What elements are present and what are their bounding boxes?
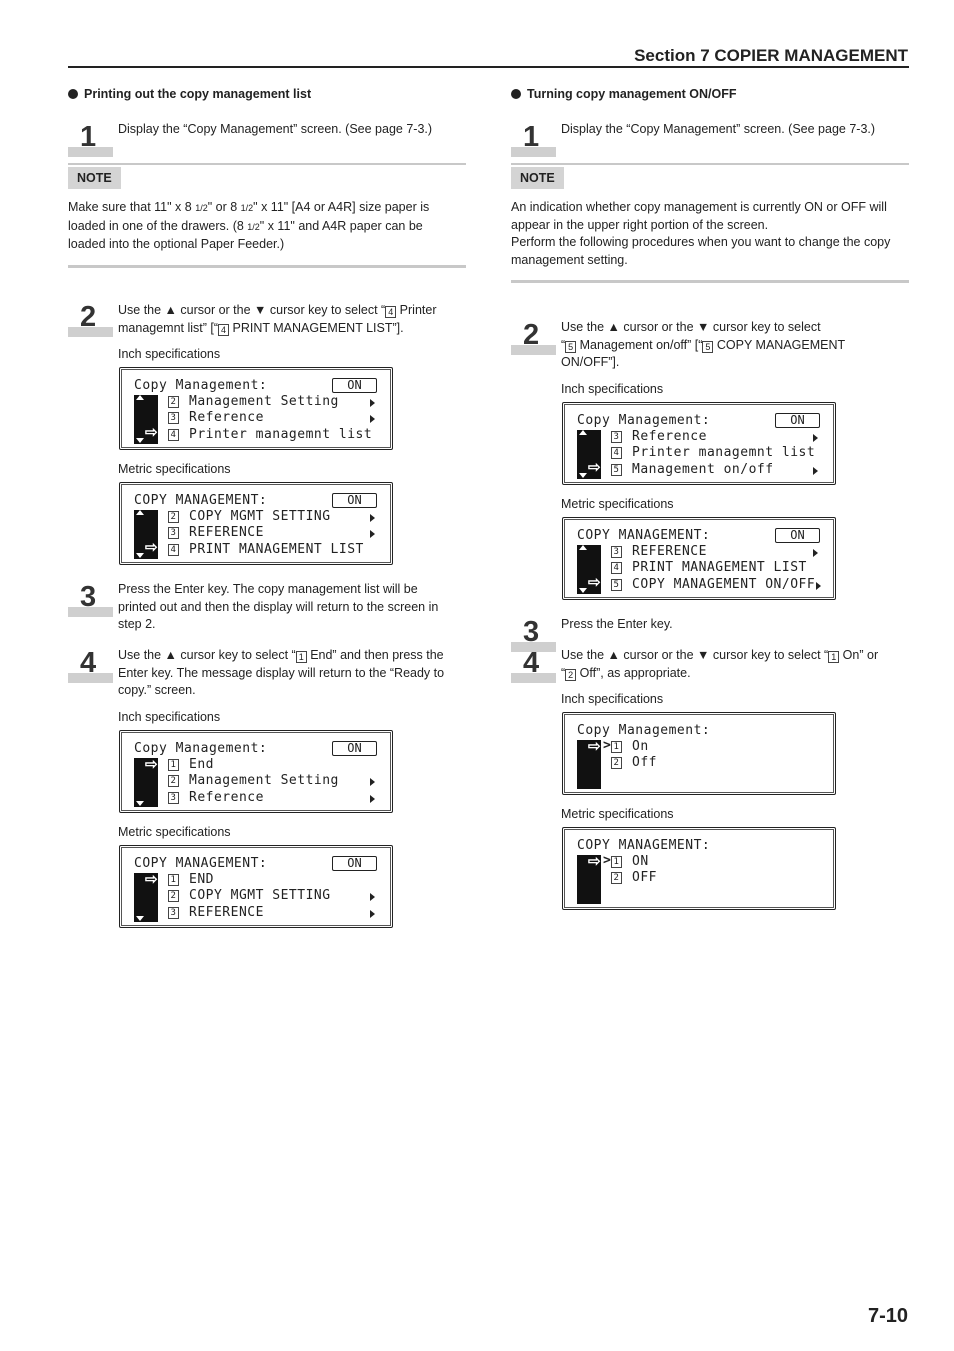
right-heading-text: Turning copy management ON/OFF [527,87,737,101]
left-step3-number: 3 [68,587,113,607]
lcd-right-1 [562,402,836,485]
lcd-row: 2 Management Setting [168,773,339,788]
lcd-row: 3 REFERENCE [168,905,264,920]
left-note-label: NOTE [68,167,121,189]
scroll-down-icon [136,801,144,806]
lcd-on-indicator: ON [332,378,377,393]
lcd-title: COPY MANAGEMENT: [134,856,268,871]
right-step2-number: 2 [511,325,556,345]
right-step1-text: Display the “Copy Management” screen. (See page 7-3.) [561,122,876,136]
submenu-arrow-icon [816,582,821,590]
left-metric-label-1: Metric specifications [118,462,231,476]
lcd-on-indicator: ON [775,528,820,543]
scroll-up-icon [136,395,144,400]
right-step2-text: Use the ▲ cursor or the ▼ cursor key to select “ 5 Management on/off” [“ 5 COPY MANAGEMENT ON/OFF”]. [561,320,846,369]
left-step2-number: 2 [68,307,113,327]
lcd-row: 3 Reference [611,429,707,444]
right-inch-label-2: Inch specifications [561,692,664,706]
lcd-row: 2 COPY MGMT SETTING [168,509,331,524]
right-step1-number: 1 [511,127,556,147]
lcd-on-indicator: ON [332,493,377,508]
submenu-arrow-icon [370,514,375,522]
lcd-row: 5 COPY MANAGEMENT ON/OFF [611,577,815,592]
lcd-row: 2 Off [611,755,657,770]
left-step3-text: Press the Enter key. The copy management list will be printed out and then the display will return to the screen in step 2. [118,582,439,631]
submenu-arrow-icon [370,795,375,803]
lcd-left-4 [119,845,393,928]
submenu-arrow-icon [813,467,818,475]
left-heading [68,87,311,101]
right-note-text: An indication whether copy management is currently ON or OFF will appear in the upper right portion of the screen. Perform the following procedures when you want to change the copy management setting. [511,200,891,267]
lcd-on-indicator: ON [332,741,377,756]
pointer-arrow-icon: ⇨ [145,756,158,773]
lcd-right-2 [562,517,836,600]
lcd-left-2 [119,482,393,565]
pointer-arrow-icon: ⇨ [588,738,601,755]
lcd-row: 4 PRINT MANAGEMENT LIST [611,560,807,575]
lcd-row: 1 On [611,739,649,754]
lcd-title: COPY MANAGEMENT: [577,838,711,853]
submenu-arrow-icon [813,549,818,557]
lcd-title: COPY MANAGEMENT: [134,493,268,508]
bullet-icon [511,89,521,99]
lcd-row: 4 Printer managemnt list [168,427,372,442]
lcd-row: 2 COPY MGMT SETTING [168,888,331,903]
submenu-arrow-icon [370,399,375,407]
pointer-arrow-icon: ⇨ [588,574,601,591]
left-step4-text: Use the ▲ cursor key to select “ 1 End” and then press the Enter key. The message display will return to the “Ready to copy.” screen. [118,648,445,697]
lcd-right-4 [562,827,836,910]
header-rule [68,66,909,68]
lcd-left-3 [119,730,393,813]
pointer-arrow-icon: ⇨ [588,853,601,870]
left-note [68,163,466,268]
lcd-row: 1 End [168,757,214,772]
lcd-row: 1 ON [611,854,649,869]
left-inch-label-2: Inch specifications [118,710,221,724]
submenu-arrow-icon [370,530,375,538]
scroll-down-icon [579,473,587,478]
left-note-text: Make sure that 11" x 8 1/2" or 8 1/2" x 11" [A4 or A4R] size paper is loaded in one of the drawers. (8 1/2" x 11" and A4R paper can be loaded into the optional Paper Feeder.) [68,200,430,251]
left-step2-text: Use the ▲ cursor or the ▼ cursor key to select “ 4 Printer managemnt list” [“ 4 PRINT MANAGEMENT LIST”]. [118,303,437,335]
scroll-down-icon [136,553,144,558]
left-step1-text: Display the “Copy Management” screen. (See page 7-3.) [118,122,433,136]
scroll-up-icon [579,430,587,435]
right-metric-label-2: Metric specifications [561,807,674,821]
right-metric-label-1: Metric specifications [561,497,674,511]
lcd-row: 2 Management Setting [168,394,339,409]
lcd-row: 3 Reference [168,790,264,805]
left-step4-number: 4 [68,653,113,673]
submenu-arrow-icon [370,893,375,901]
scroll-up-icon [136,510,144,515]
lcd-row: 4 Printer managemnt list [611,445,815,460]
right-note-label: NOTE [511,167,564,189]
right-step3-number: 3 [511,622,556,642]
submenu-arrow-icon [370,415,375,423]
scroll-up-icon [579,545,587,550]
left-step1-number: 1 [68,127,113,147]
scroll-down-icon [579,588,587,593]
scroll-down-icon [136,438,144,443]
pointer-arrow-icon: ⇨ [145,539,158,556]
submenu-arrow-icon [370,910,375,918]
submenu-arrow-icon [813,434,818,442]
lcd-title: Copy Management: [134,378,268,393]
submenu-arrow-icon [370,778,375,786]
lcd-row: 4 PRINT MANAGEMENT LIST [168,542,364,557]
lcd-title: Copy Management: [134,741,268,756]
lcd-row: 2 OFF [611,870,657,885]
lcd-title: Copy Management: [577,723,711,738]
pointer-arrow-icon: ⇨ [588,459,601,476]
pointer-arrow-icon: ⇨ [145,871,158,888]
lcd-row: 3 REFERENCE [611,544,707,559]
lcd-row: 5 Management on/off [611,462,774,477]
lcd-title: Copy Management: [577,413,711,428]
scroll-down-icon [136,916,144,921]
selection-chevron-icon: > [603,738,612,753]
right-inch-label-1: Inch specifications [561,382,664,396]
page-number: 7-10 [867,1305,908,1327]
right-step3-text: Press the Enter key. [561,617,673,631]
bullet-icon [68,89,78,99]
lcd-on-indicator: ON [775,413,820,428]
right-heading [511,87,737,101]
selection-chevron-icon: > [603,853,612,868]
lcd-row: 3 REFERENCE [168,525,264,540]
lcd-title: COPY MANAGEMENT: [577,528,711,543]
lcd-on-indicator: ON [332,856,377,871]
pointer-arrow-icon: ⇨ [145,424,158,441]
lcd-row: 3 Reference [168,410,264,425]
lcd-right-3 [562,712,836,795]
lcd-row: 1 END [168,872,214,887]
left-metric-label-2: Metric specifications [118,825,231,839]
right-note [511,163,909,283]
right-step4-text: Use the ▲ cursor or the ▼ cursor key to select “ 1 On” or “ 2 Off”, as appropriate. [561,648,879,680]
left-inch-label-1: Inch specifications [118,347,221,361]
section-title: Section 7 COPIER MANAGEMENT [634,46,908,65]
lcd-left-1 [119,367,393,450]
right-step4-number: 4 [511,653,556,673]
left-heading-text: Printing out the copy management list [84,87,312,101]
